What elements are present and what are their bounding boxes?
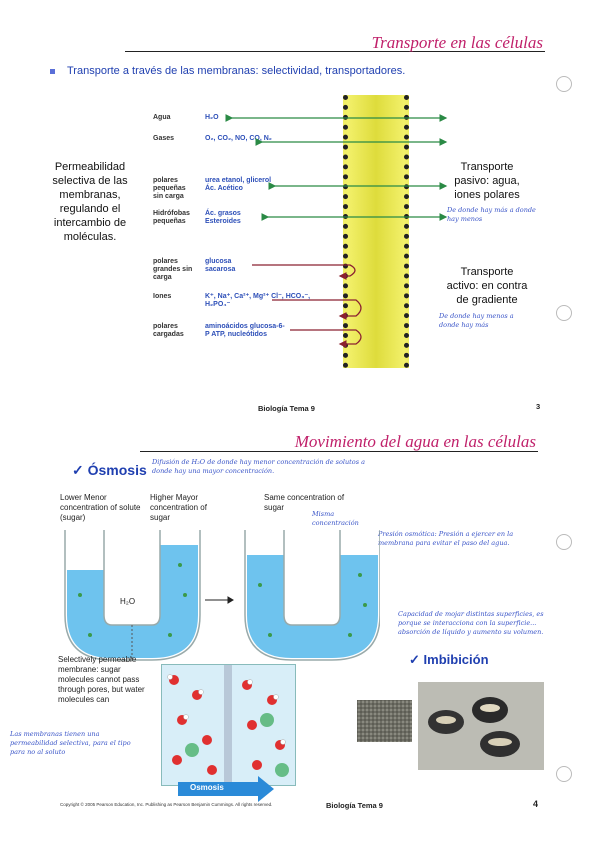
- large-seeds-photo: [418, 682, 544, 770]
- arrow-polares-grandes: [252, 265, 355, 276]
- u-tube-left: [65, 530, 200, 660]
- h2o-label: H₂O: [120, 597, 136, 606]
- row-label-iones: Iones: [153, 293, 172, 300]
- membrane-note: Las membranas tienen una permeabilidad selectiva, para el tipo para no al soluto: [10, 730, 131, 756]
- u-tube-diagram: [40, 525, 380, 665]
- same-concentration-note: Misma concentración: [312, 510, 359, 527]
- right-active-note: De donde hay menos a donde hay más: [439, 312, 514, 329]
- osmosis-heading-text: Ósmosis: [87, 462, 147, 478]
- u-tube-right: [245, 530, 380, 660]
- slide3-page: 3: [536, 402, 541, 411]
- row-label-agua: Agua: [153, 114, 171, 121]
- small-seeds-photo: [357, 700, 412, 742]
- row-mol-hidrofobas: Ác. grasos Esteroides: [205, 210, 241, 225]
- binder-hole: [556, 305, 572, 321]
- arrow-iones: [272, 300, 361, 316]
- imbibicion-heading: [409, 652, 489, 668]
- capillary-note: Capacidad de mojar distintas superficies, es porque se interacciona con la superficie... absorción de líquido y aumento su volumen.: [398, 610, 544, 636]
- imbibicion-heading-text: Imbibición: [423, 652, 489, 667]
- bullet-text: Transporte a través de las membranas: selectividad, transportadores.: [67, 65, 406, 77]
- row-label-polares-peq: polares pequeñas sin carga: [153, 177, 186, 200]
- binder-hole: [556, 534, 572, 550]
- row-mol-polares-peq: urea etanol, glicerol Ác. Acético: [205, 177, 272, 192]
- check-icon: ✓: [72, 462, 84, 478]
- slide4-footer: Biología Tema 9: [326, 801, 383, 810]
- row-label-polares-cargadas: polares cargadas: [153, 323, 184, 338]
- row-label-polares-grandes: polares grandes sin carga: [153, 258, 193, 281]
- same-concentration-label: Same concentration of sugar: [264, 493, 345, 512]
- right-passive-note: De donde hay más a donde hay menos: [447, 206, 536, 223]
- row-mol-agua: H₂O: [205, 114, 219, 121]
- binder-hole: [556, 766, 572, 782]
- osmosis-note: Difusión de H₂O de donde hay menor concentración de solutos a donde hay una mayor concentración.: [152, 458, 365, 475]
- membrane-zoom-image: [161, 664, 296, 786]
- arrow-agua: [232, 118, 446, 217]
- lower-concentration-label: Lower Menor concentration of solute (sugar): [60, 493, 141, 522]
- copyright: Copyright © 2005 Pearson Education, Inc. Publishing as Pearson Benjamin Cummings. All rights reserved.: [60, 802, 273, 807]
- right-passive-text: Transporte pasivo: agua, iones polares: [454, 161, 520, 201]
- check-icon: ✓: [409, 652, 420, 667]
- row-label-hidrofobas: Hidrófobas pequeñas: [153, 210, 190, 225]
- osmosis-arrow-right: [205, 597, 233, 603]
- slide4-title: Movimiento del agua en las células: [294, 432, 536, 451]
- row-mol-polares-cargadas: aminoácidos glucosa-6-P ATP, nucleótidos: [205, 323, 285, 338]
- seeds-illustration: [418, 682, 544, 770]
- right-active-text: Transporte activo: en contra de gradiente: [446, 266, 528, 306]
- membrane-caption: Selectively permeable membrane: sugar molecules cannot pass through pores, but water molecules can: [58, 655, 145, 704]
- higher-concentration-label: Higher Mayor concentration of sugar: [150, 493, 207, 522]
- slide3-title: Transporte en las células: [371, 33, 543, 52]
- slide3-footer: Biología Tema 9: [258, 404, 315, 413]
- row-label-gases: Gases: [153, 135, 175, 142]
- row-mol-gases: O₂, CO₂, NO, CO, N₂: [205, 135, 272, 142]
- slide4-page: 4: [533, 799, 539, 809]
- osmosis-heading: [72, 462, 147, 479]
- osmosis-arrow-head-icon: [258, 776, 274, 802]
- pressure-note: Presión osmótica: Presión a ejercer en la membrana para evitar el paso del agua.: [378, 530, 514, 547]
- row-mol-polares-grandes: glucosa sacarosa: [205, 258, 236, 273]
- row-mol-iones: K⁺, Na⁺, Ca²⁺, Mg²⁺ Cl⁻, HCO₃⁻, H₂PO₄⁻: [205, 293, 311, 308]
- osmosis-arrow-label: Osmosis: [190, 783, 224, 792]
- left-permeability-text: Permeabilidad selectiva de las membranas, regulando el intercambio de moléculas.: [52, 161, 128, 243]
- water-molecules-illustration: [162, 665, 295, 785]
- arrow-cargadas: [290, 330, 361, 344]
